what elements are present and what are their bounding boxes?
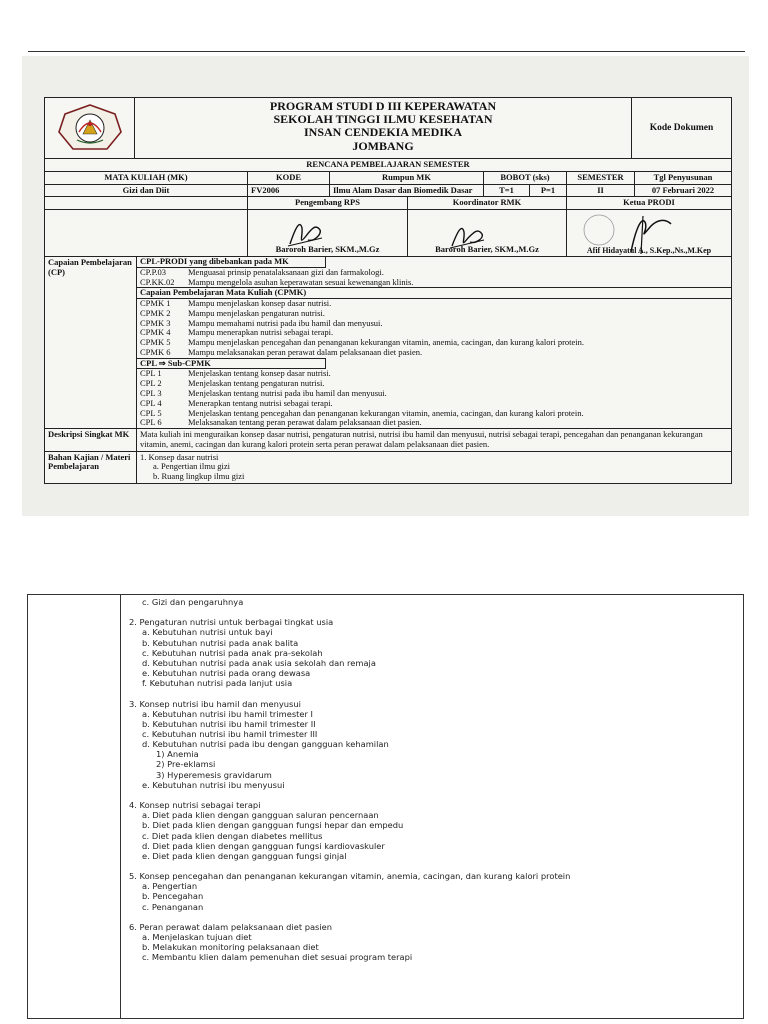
list-item: 2) Pre-eklamsi (156, 759, 216, 770)
list-item: 1. Konsep dasar nutrisi (140, 451, 219, 462)
list-item: e. Diet pada klien dengan gangguan fungsi ginjal (142, 850, 347, 861)
list-item: CP.KK.02 Mampu mengelola asuhan keperawatan sesuai kewenangan klinis. (140, 276, 414, 287)
tgl-value: 07 Februari 2022 (651, 184, 715, 195)
list-item: CPL 2 Menjelaskan tentang pengaturan nutrisi. (140, 378, 325, 389)
header-row (45, 98, 731, 159)
deskripsi-row (45, 429, 731, 452)
list-item: b. Kebutuhan nutrisi ibu hamil trimester II (142, 718, 316, 729)
cpl-prodi-list (137, 268, 731, 288)
list-spacer (129, 607, 739, 617)
title-line: SEKOLAH TINGGI ILMU KESEHATAN (273, 112, 493, 127)
bahan-label: Bahan Kajian / Materi Pembelajaran (45, 452, 137, 483)
cp-section (45, 257, 731, 429)
list-item: 1) Anemia (156, 749, 199, 760)
cpl-prodi-header: CPL-PRODI yang dibebankan pada MK (137, 257, 326, 268)
list-item: f. Kebutuhan nutrisi pada lanjut usia (142, 678, 293, 689)
bahan-row (45, 452, 731, 483)
list-spacer (129, 861, 739, 871)
list-spacer (129, 790, 739, 800)
signature-label-row (45, 197, 731, 210)
pengembang-signature (248, 210, 408, 256)
semester-value: II (567, 185, 635, 197)
course-values-row (45, 185, 731, 198)
rps-title-row (45, 159, 731, 172)
title-line: INSAN CENDEKIA MEDIKA (303, 125, 463, 140)
koordinator-name: Baroroh Barier, SKM.,M.Gz (435, 244, 539, 255)
kode-dokumen: Kode Dokumen (649, 122, 714, 133)
course-code: FV2006 (248, 185, 330, 197)
list-item: 5. Konsep pencegahan dan penanganan kekurangan vitamin, anemia, cacingan, dan kurang kalori protein (129, 871, 571, 882)
course-name: Gizi dan Diit (45, 185, 248, 197)
list-item: 4. Konsep nutrisi sebagai terapi (129, 800, 261, 811)
deskripsi-label: Deskripsi Singkat MK (45, 429, 137, 451)
koordinator-label: Koordinator RMK (408, 197, 567, 209)
list-item: 6. Peran perawat dalam pelaksanaan diet pasien (129, 921, 333, 932)
continuation-list (129, 597, 739, 963)
list-item: b. Pencegahan (142, 891, 204, 902)
list-item: a. Pengertian ilmu gizi (153, 461, 230, 472)
sub-cpmk-list (137, 369, 731, 428)
list-item: CPMK 3 Mampu memahami nutrisi pada ibu hamil dan menyusui. (140, 317, 383, 328)
list-item: d. Kebutuhan nutrisi pada anak usia sekolah dan remaja (142, 657, 376, 668)
list-item: b. Melakukan monitoring pelaksanaan diet (142, 942, 319, 953)
list-item: CPL 4 Menerapkan tentang nutrisi sebagai terapi. (140, 397, 333, 408)
top-divider (28, 51, 745, 52)
list-item: CPMK 1 Mampu menjelaskan konsep dasar nutrisi. (140, 298, 332, 309)
list-item: c. Kebutuhan nutrisi pada anak pra-sekolah (142, 647, 323, 658)
list-item: e. Kebutuhan nutrisi ibu menyusui (142, 779, 285, 790)
list-item: 2. Pengaturan nutrisi untuk berbagai tingkat usia (129, 617, 334, 628)
cp-label: Capaian Pembelajaran (CP) (45, 257, 137, 428)
cpmk-header: Capaian Pembelajaran Mata Kuliah (CPMK) (137, 287, 731, 299)
list-item: CPL 1 Menjelaskan tentang konsep dasar nutrisi. (140, 368, 331, 379)
col-bobot: BOBOT (sks) (484, 172, 567, 184)
course-header-row (45, 172, 731, 185)
list-item: a. Kebutuhan nutrisi untuk bayi (142, 627, 273, 638)
list-item: a. Pengertian (142, 881, 198, 892)
list-item: c. Membantu klien dalam pemenuhan diet sesuai program terapi (142, 952, 413, 963)
list-spacer (129, 912, 739, 922)
bahan-list (137, 452, 731, 483)
title-line: JOMBANG (352, 138, 414, 153)
col-semester: SEMESTER (567, 172, 635, 184)
sub-cpmk-header: CPL ⇒ Sub-CPMK (137, 358, 326, 370)
pengembang-name: Baroroh Barier, SKM.,M.Gz (275, 244, 380, 255)
list-item: a. Kebutuhan nutrisi ibu hamil trimester I (142, 708, 313, 719)
list-item: CPL 5 Menjelaskan tentang pencegahan dan penanganan kekurangan vitamin, anemia, cacingan, dan kurang kalori protein. (140, 407, 584, 418)
list-item: CPL 6 Melaksanakan tentang peran perawat dalam pelaksanaan diet pasien. (140, 417, 422, 428)
title-line: PROGRAM STUDI D III KEPERAWATAN (269, 99, 497, 113)
list-item: CP.P.03 Menguasai prinsip penatalaksanaan gizi dan farmakologi. (140, 266, 384, 277)
logo-emblem-icon (55, 102, 125, 154)
list-item: CPMK 2 Mampu menjelaskan pengaturan nutrisi. (140, 307, 325, 318)
continuation-label-column (28, 595, 121, 1018)
list-item: c. Penanganan (142, 901, 204, 912)
list-item: b. Diet pada klien dengan gangguan fungsi hepar dan empedu (142, 820, 404, 831)
list-item: c. Gizi dan pengaruhnya (142, 597, 244, 607)
list-item: CPMK 6 Mampu melaksanakan peran perawat dalam pelaksanaan diet pasien. (140, 346, 423, 357)
ketua-label: Ketua PRODI (623, 197, 675, 208)
deskripsi-text: Mata kuliah ini menguraikan konsep dasar nutrisi, pengaturan nutrisi, nutrisi ibu hamil dan menyusui, nutrisi sebagai terapi, pencegahan dan penanganan kekurangan vitamin, anemi, cacingan dan kurang kalori protein serta peran perawat dalam pelaksanaan diet pasien. (140, 429, 703, 449)
list-item: a. Diet pada klien dengan gangguan saluran pencernaan (142, 810, 379, 821)
pengembang-label: Pengembang RPS (248, 197, 408, 209)
institution-title (135, 98, 632, 158)
list-item: c. Diet pada klien dengan diabetes mellitus (142, 830, 323, 841)
list-item: b. Ruang lingkup ilmu gizi (153, 471, 245, 482)
continuation-page (27, 594, 744, 1019)
list-item: 3) Hyperemesis gravidarum (156, 769, 272, 780)
col-mata-kuliah: MATA KULIAH (MK) (45, 172, 248, 184)
ketua-name: Afif Hidayatul A., S.Kep.,Ns.,M.Kep (586, 245, 712, 255)
col-rumpun: Rumpun MK (330, 172, 484, 184)
rps-title: RENCANA PEMBELAJARAN SEMESTER (306, 159, 470, 169)
list-item: a. Menjelaskan tujuan diet (142, 932, 252, 943)
koordinator-signature (408, 210, 567, 256)
institution-logo (45, 98, 135, 158)
signature-row (45, 210, 731, 257)
list-item: CPL 3 Menjelaskan tentang nutrisi pada ibu hamil dan menyusui. (140, 388, 387, 399)
list-item: CPMK 4 Mampu menerapkan nutrisi sebagai terapi. (140, 327, 334, 338)
cpmk-list (137, 299, 731, 358)
list-item: CPMK 5 Mampu menjelaskan pencegahan dan penanganan kekurangan vitamin, anemia, cacingan, dan kurang kalori protein. (140, 337, 585, 348)
bobot-p: P=1 (530, 185, 567, 197)
rps-document (44, 97, 732, 484)
list-item: c. Kebutuhan nutrisi ibu hamil trimester III (142, 729, 318, 739)
ketua-signature (567, 210, 731, 256)
list-item: e. Kebutuhan nutrisi pada orang dewasa (142, 668, 311, 679)
cp-content (137, 257, 731, 428)
list-item: b. Kebutuhan nutrisi pada anak balita (142, 637, 299, 648)
col-kode: KODE (248, 172, 330, 184)
list-item: d. Diet pada klien dengan gangguan fungsi kardiovaskuler (142, 840, 385, 851)
list-item: d. Kebutuhan nutrisi pada ibu dengan gangguan kehamilan (142, 739, 389, 750)
list-spacer (129, 688, 739, 698)
course-rumpun: Ilmu Alam Dasar dan Biomedik Dasar (330, 185, 484, 197)
list-item: 3. Konsep nutrisi ibu hamil dan menyusui (129, 698, 301, 709)
col-tgl: Tgl Penyusunan (653, 171, 713, 182)
bobot-t: T=1 (484, 185, 530, 197)
